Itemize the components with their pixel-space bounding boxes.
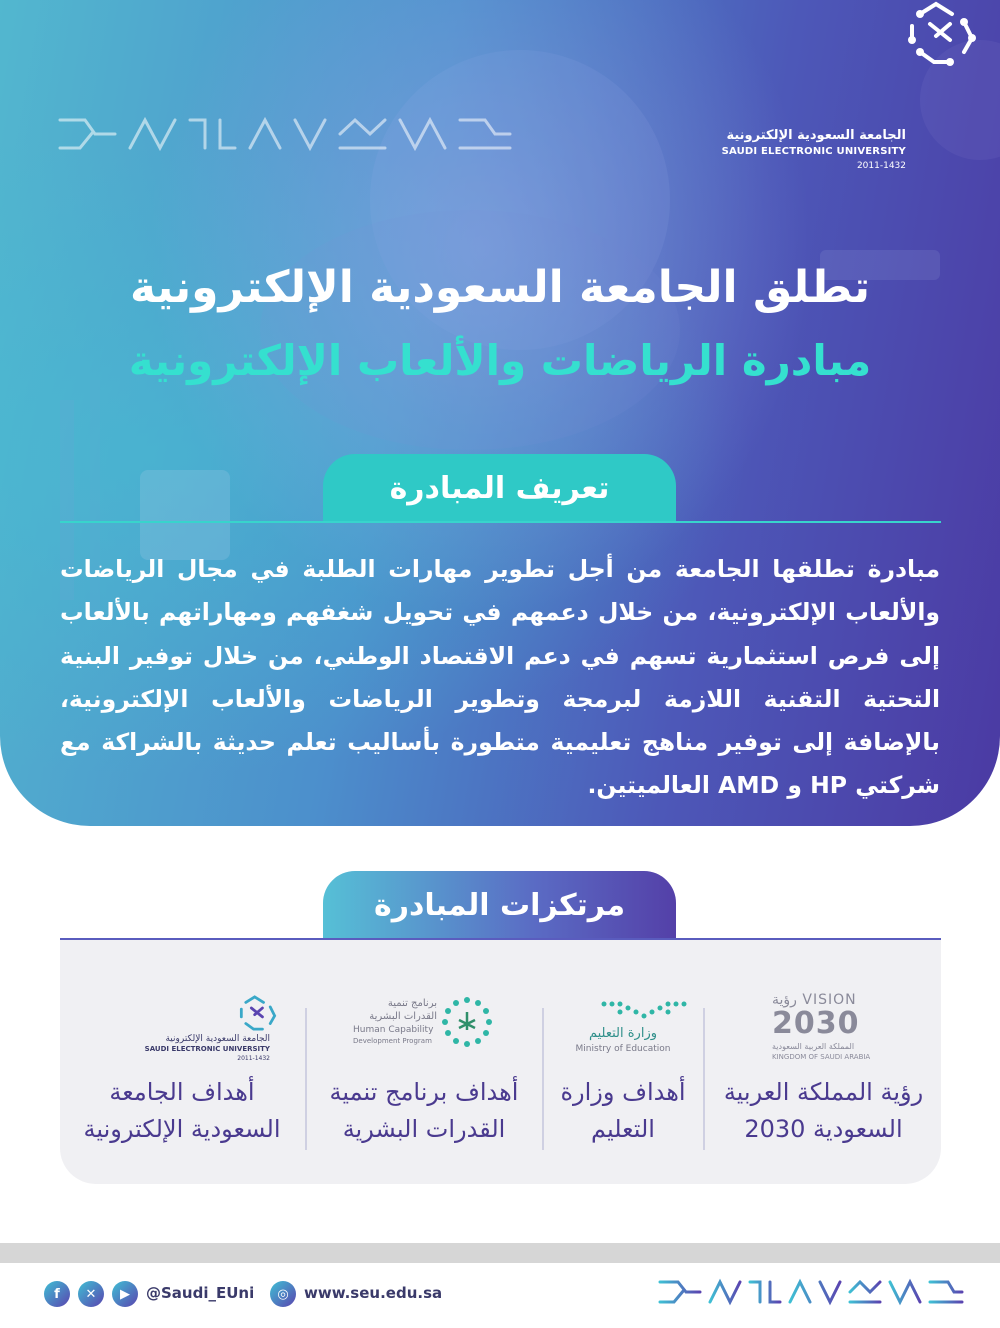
hero-title: تطلق الجامعة السعودية الإلكترونية: [130, 262, 870, 313]
definition-tab: تعريف المبادرة: [323, 454, 676, 522]
university-name-ar: الجامعة السعودية الإلكترونية: [726, 128, 906, 143]
pillar-divider: [542, 1008, 544, 1150]
globe-icon[interactable]: ◎: [270, 1281, 296, 1307]
seu-logo: الجامعة السعودية الإلكترونية SAUDI ELECTRONIC UNIVERSITY 2011-1432: [60, 992, 304, 1064]
hero-subtitle: مبادرة الرياضات والألعاب الإلكترونية: [128, 336, 872, 385]
pillar-vision-2030: [706, 940, 941, 1184]
pillar-divider: [305, 1008, 307, 1150]
pillar-label-vision: رؤية المملكة العربية السعودية 2030: [723, 1078, 924, 1143]
social-handle[interactable]: @Saudi_EUni: [146, 1284, 255, 1302]
vision-2030-logo: VISION رؤية 2030 المملكة العربية السعودية KINGDOM OF SAUDI ARABIA: [772, 992, 871, 1061]
pillars-tab: مرتكزات المبادرة: [323, 871, 676, 939]
pillar-label-university: أهداف الجامعة السعودية الإلكترونية: [83, 1078, 281, 1143]
pillar-ministry-education: [544, 940, 702, 1184]
definition-divider: [60, 521, 941, 523]
university-name-en: SAUDI ELECTRONIC UNIVERSITY: [721, 146, 906, 157]
pillars-panel: [60, 940, 941, 1184]
pillar-label-human-capability: أهداف برنامج تنمية القدرات البشرية: [329, 1078, 519, 1143]
pillar-divider: [703, 1008, 705, 1150]
footer-divider-bar: [0, 1243, 1000, 1263]
ministry-education-logo: وزارة التعليم Ministry of Education: [544, 992, 702, 1064]
human-capability-mark-icon: [441, 996, 493, 1048]
facebook-icon[interactable]: f: [44, 1281, 70, 1307]
pillar-university: [60, 940, 304, 1184]
decorative-pattern-top: [55, 112, 515, 156]
website-link[interactable]: www.seu.edu.sa: [304, 1284, 443, 1302]
decorative-pattern-bottom: [656, 1276, 966, 1308]
definition-body: مبادرة تطلقها الجامعة من أجل تطوير مهارات الطلبة في مجال الرياضات والألعاب الإلكترونية، من خلال دعمهم في تحويل شغفهم ومهاراتهم بالألعاب إلى فرص استثمارية تسهم في دعم الاقتصاد الوطني، من خلال توفير البنية التحتية التقنية اللازمة لبرمجة وتطوير الرياضات والألعاب الإلكترونية، بالإضافة إلى توفير مناهج تعليمية متطورة بأساليب تعلم حديثة بالشراكة مع شركتي HP و AMD العالميتين.: [60, 555, 940, 800]
x-icon[interactable]: ✕: [78, 1281, 104, 1307]
youtube-icon[interactable]: ▶: [112, 1281, 138, 1307]
university-logo-icon: [906, 0, 978, 66]
ministry-education-mark-icon: [600, 998, 688, 1024]
pillar-label-ministry: أهداف وزارة التعليم: [560, 1078, 686, 1143]
seu-mark-icon: [238, 994, 278, 1032]
human-capability-logo: برنامج تنمية القدرات البشرية Human Capability Development Program: [307, 992, 541, 1064]
university-years: 2011-1432: [856, 161, 906, 171]
pillar-human-capability: [307, 940, 541, 1184]
